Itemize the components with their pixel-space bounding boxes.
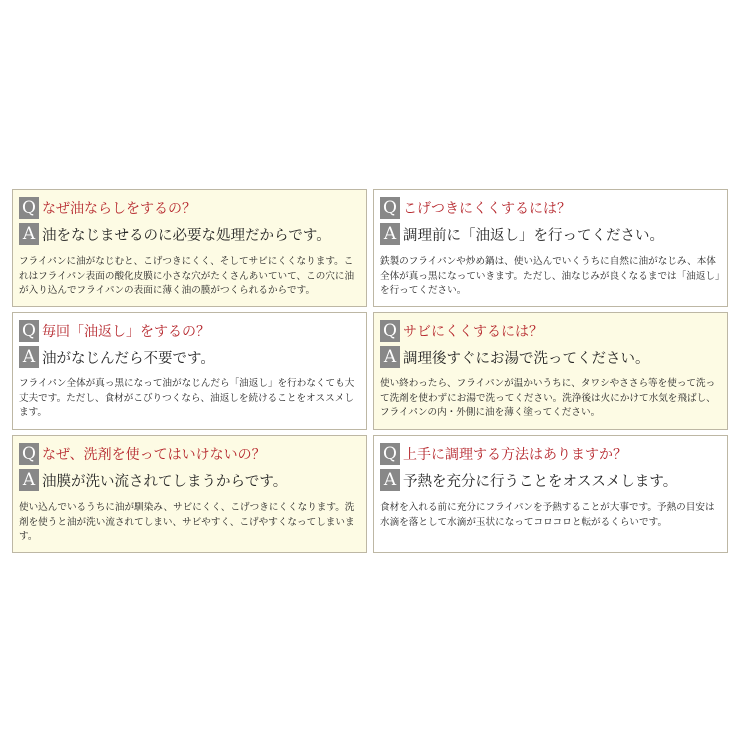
answer-text: 調理前に「油返し」を行ってください。 [403, 227, 664, 244]
faq-card [373, 189, 728, 307]
question-text: こげつきにくくするには？ [403, 201, 571, 217]
explanation-text: フライパン全体が真っ黒になって油がなじんだら「油返し」を行わなくても大丈夫です。ただし、食材がこびりつくなら、油返しを続けることをオススメします。 [19, 378, 355, 418]
question-text: 上手に調理する方法はありますか？ [403, 447, 627, 463]
question-row [380, 442, 727, 466]
a-badge-icon: A [19, 223, 39, 245]
faq-card [12, 435, 367, 553]
question-text: 毎回「油返し」をするの？ [42, 324, 210, 340]
q-badge-icon: Q [19, 197, 39, 219]
answer-row [380, 345, 727, 369]
answer-text: 油がなじんだら不要です。 [42, 350, 215, 367]
question-row [19, 442, 366, 466]
q-badge-icon: Q [380, 320, 400, 342]
faq-grid [12, 189, 728, 554]
a-badge-icon: A [380, 223, 400, 245]
answer-row [380, 222, 727, 246]
question-text: なぜ油ならしをするの？ [42, 201, 196, 217]
explanation-text: 使い終わったら、フライパンが温かいうちに、タワシやささら等を使って洗って洗剤を使わずにお湯で洗ってください。洗浄後は火にかけて水気を飛ばし、フライパンの内・外側に油を薄く塗ってください。 [380, 378, 716, 418]
explanation-text: 鉄製のフライパンや炒め鍋は、使い込んでいくうちに自然に油がなじみ、本体全体が真っ黒になっていきます。ただし、油なじみが良くなるまでは「油返し」を行ってください。 [380, 256, 720, 296]
question-row [380, 196, 727, 220]
answer-row [19, 345, 366, 369]
a-badge-icon: A [380, 346, 400, 368]
answer-text: 油をなじませるのに必要な処理だからです。 [42, 227, 331, 244]
answer-row [19, 222, 366, 246]
explanation-text: 使い込んでいるうちに油が馴染み、サビにくく、こげつきにくくなります。洗剤を使うと油が洗い流されてしまい、サビやすく、こげやすくなってしまいます。 [19, 502, 355, 542]
question-row [19, 196, 366, 220]
a-badge-icon: A [19, 346, 39, 368]
a-badge-icon: A [380, 469, 400, 491]
faq-card [373, 312, 728, 430]
q-badge-icon: Q [380, 443, 400, 465]
question-row [19, 319, 366, 343]
explanation-text: フライパンに油がなじむと、こげつきにくく、そしてサビにくくなります。これはフライパン表面の酸化皮膜に小さな穴がたくさんあいていて、この穴に油が入り込んでフライパンの表面に薄く油の膜がつくられるからです。 [19, 256, 355, 296]
explanation-text: 食材を入れる前に充分にフライパンを予熱することが大事です。予熱の目安は水滴を落として水滴が玉状になってコロコロと転がるくらいです。 [380, 502, 715, 528]
question-row [380, 319, 727, 343]
faq-card [12, 312, 367, 430]
answer-row [380, 468, 727, 492]
q-badge-icon: Q [19, 320, 39, 342]
a-badge-icon: A [19, 469, 39, 491]
question-text: なぜ、洗剤を使ってはいけないの？ [42, 447, 266, 463]
answer-text: 油膜が洗い流されてしまうからです。 [42, 473, 288, 490]
faq-card [12, 189, 367, 307]
answer-text: 調理後すぐにお湯で洗ってください。 [403, 350, 650, 367]
question-text: サビにくくするには？ [403, 324, 543, 340]
answer-row [19, 468, 366, 492]
faq-card [373, 435, 728, 553]
q-badge-icon: Q [19, 443, 39, 465]
answer-text: 予熱を充分に行うことをオススメします。 [403, 473, 678, 490]
q-badge-icon: Q [380, 197, 400, 219]
